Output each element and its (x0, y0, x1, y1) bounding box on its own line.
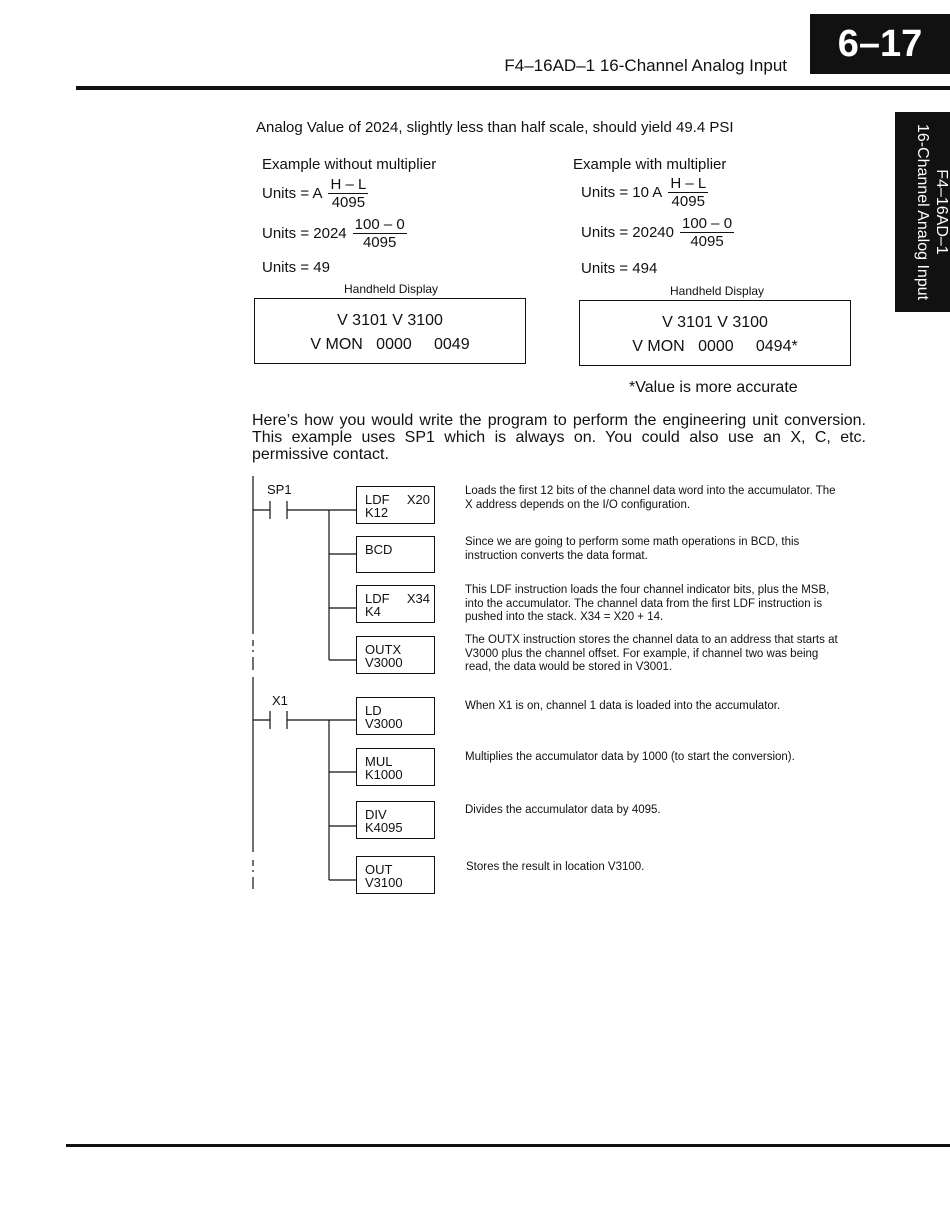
with-eq1-lhs: Units = 10 A (581, 184, 663, 201)
instruction-description: Since we are going to perform some math operations in BCD, this instruction converts the data format. (465, 536, 800, 562)
instruction-op: OUTX (365, 642, 402, 657)
side-tab-line-2: 16-Channel Analog Input (914, 123, 931, 301)
instruction-operand: V3000 (365, 655, 403, 670)
accuracy-note: *Value is more accurate (629, 379, 798, 396)
instruction-operand: K4095 (365, 820, 403, 835)
intro-text: Analog Value of 2024, slightly less than half scale, should yield 49.4 PSI (256, 119, 734, 136)
with-eq1-den: 4095 (671, 193, 705, 210)
instruction-box-mul (356, 748, 435, 786)
instruction-operand: K12 (365, 505, 389, 520)
instruction-description: Stores the result in location V3100. (466, 861, 645, 873)
instruction-op: BCD (365, 542, 393, 557)
instruction-box-bcd (356, 536, 435, 573)
instruction-op: LDF (365, 492, 390, 507)
instruction-op: MUL (365, 754, 393, 769)
instruction-description: When X1 is on, channel 1 data is loaded into the accumulator. (465, 700, 781, 712)
instruction-operand: V3000 (365, 716, 403, 731)
instruction-description: Divides the accumulator data by 4095. (465, 804, 661, 816)
with-display-line-1: V 3101 V 3100 (662, 314, 768, 331)
without-eq1-lhs: Units = A (262, 185, 323, 202)
instruction-box-div (356, 801, 435, 839)
instruction-op: DIV (365, 807, 387, 822)
instruction-address: X20 (406, 492, 430, 507)
instruction-box-ldf-k4 (356, 585, 435, 623)
instruction-address: X34 (406, 591, 430, 606)
instruction-description: Loads the first 12 bits of the channel data word into the accumulator. The X address depends on the I/O configuration. (465, 485, 836, 511)
without-display-line-2: V MON 0000 0049 (310, 336, 470, 353)
with-heading: Example with multiplier (573, 156, 727, 173)
with-eq1-num: H – L (670, 175, 707, 192)
footer-rule (66, 1144, 950, 1147)
without-eq2-num: 100 – 0 (354, 216, 405, 233)
without-eq1-den: 4095 (331, 194, 366, 211)
with-display-label: Handheld Display (670, 284, 765, 298)
instruction-description: This LDF instruction loads the four channel indicator bits, plus the MSB, into the accumulator. The channel data from the first LDF instruction is pushed into the stack. X34 = X20 + 14. (465, 584, 830, 623)
instruction-op: OUT (365, 862, 393, 877)
without-display-line-1: V 3101 V 3100 (337, 312, 443, 329)
without-display-label: Handheld Display (344, 282, 439, 296)
without-heading: Example without multiplier (262, 156, 437, 173)
with-eq3: Units = 494 (581, 260, 658, 277)
instruction-box-ld (356, 697, 435, 735)
contact-label-x1: X1 (272, 693, 288, 708)
without-eq2-den: 4095 (362, 234, 397, 251)
header-title: F4–16AD–1 16-Channel Analog Input (504, 56, 787, 75)
explanation-paragraph: Here’s how you would write the program to perform the engineering unit conversion. This example uses SP1 which is always on. You could also use an X, C, etc. permissive contact. (252, 412, 866, 463)
with-eq2-lhs: Units = 20240 (581, 224, 674, 241)
with-eq2-den: 4095 (690, 233, 724, 250)
instruction-operand: K1000 (365, 767, 403, 782)
instruction-operand: V3100 (365, 875, 403, 890)
with-eq2-num: 100 – 0 (681, 215, 733, 232)
side-tab-line-1: F4–16AD–1 (933, 169, 950, 255)
instruction-op: LDF (365, 591, 390, 606)
instruction-op: LD (365, 703, 382, 718)
without-eq2-lhs: Units = 2024 (262, 225, 347, 242)
instruction-description: Multiplies the accumulator data by 1000 (to start the conversion). (465, 751, 795, 763)
instruction-description: The OUTX instruction stores the channel data to an address that starts at V3000 plus the channel offset. For example, if channel two was being read, the data would be stored in V3001. (465, 634, 838, 673)
page-number: 6–17 (837, 22, 923, 65)
instruction-box-ldf-k12 (356, 486, 435, 524)
instruction-box-out (356, 856, 435, 894)
without-eq3: Units = 49 (262, 259, 330, 276)
instruction-box-outx (356, 636, 435, 674)
with-display-line-2: V MON 0000 0494* (632, 338, 798, 355)
without-eq1-num: H – L (330, 176, 367, 193)
instruction-operand: K4 (365, 604, 381, 619)
contact-label-sp1: SP1 (267, 482, 292, 497)
